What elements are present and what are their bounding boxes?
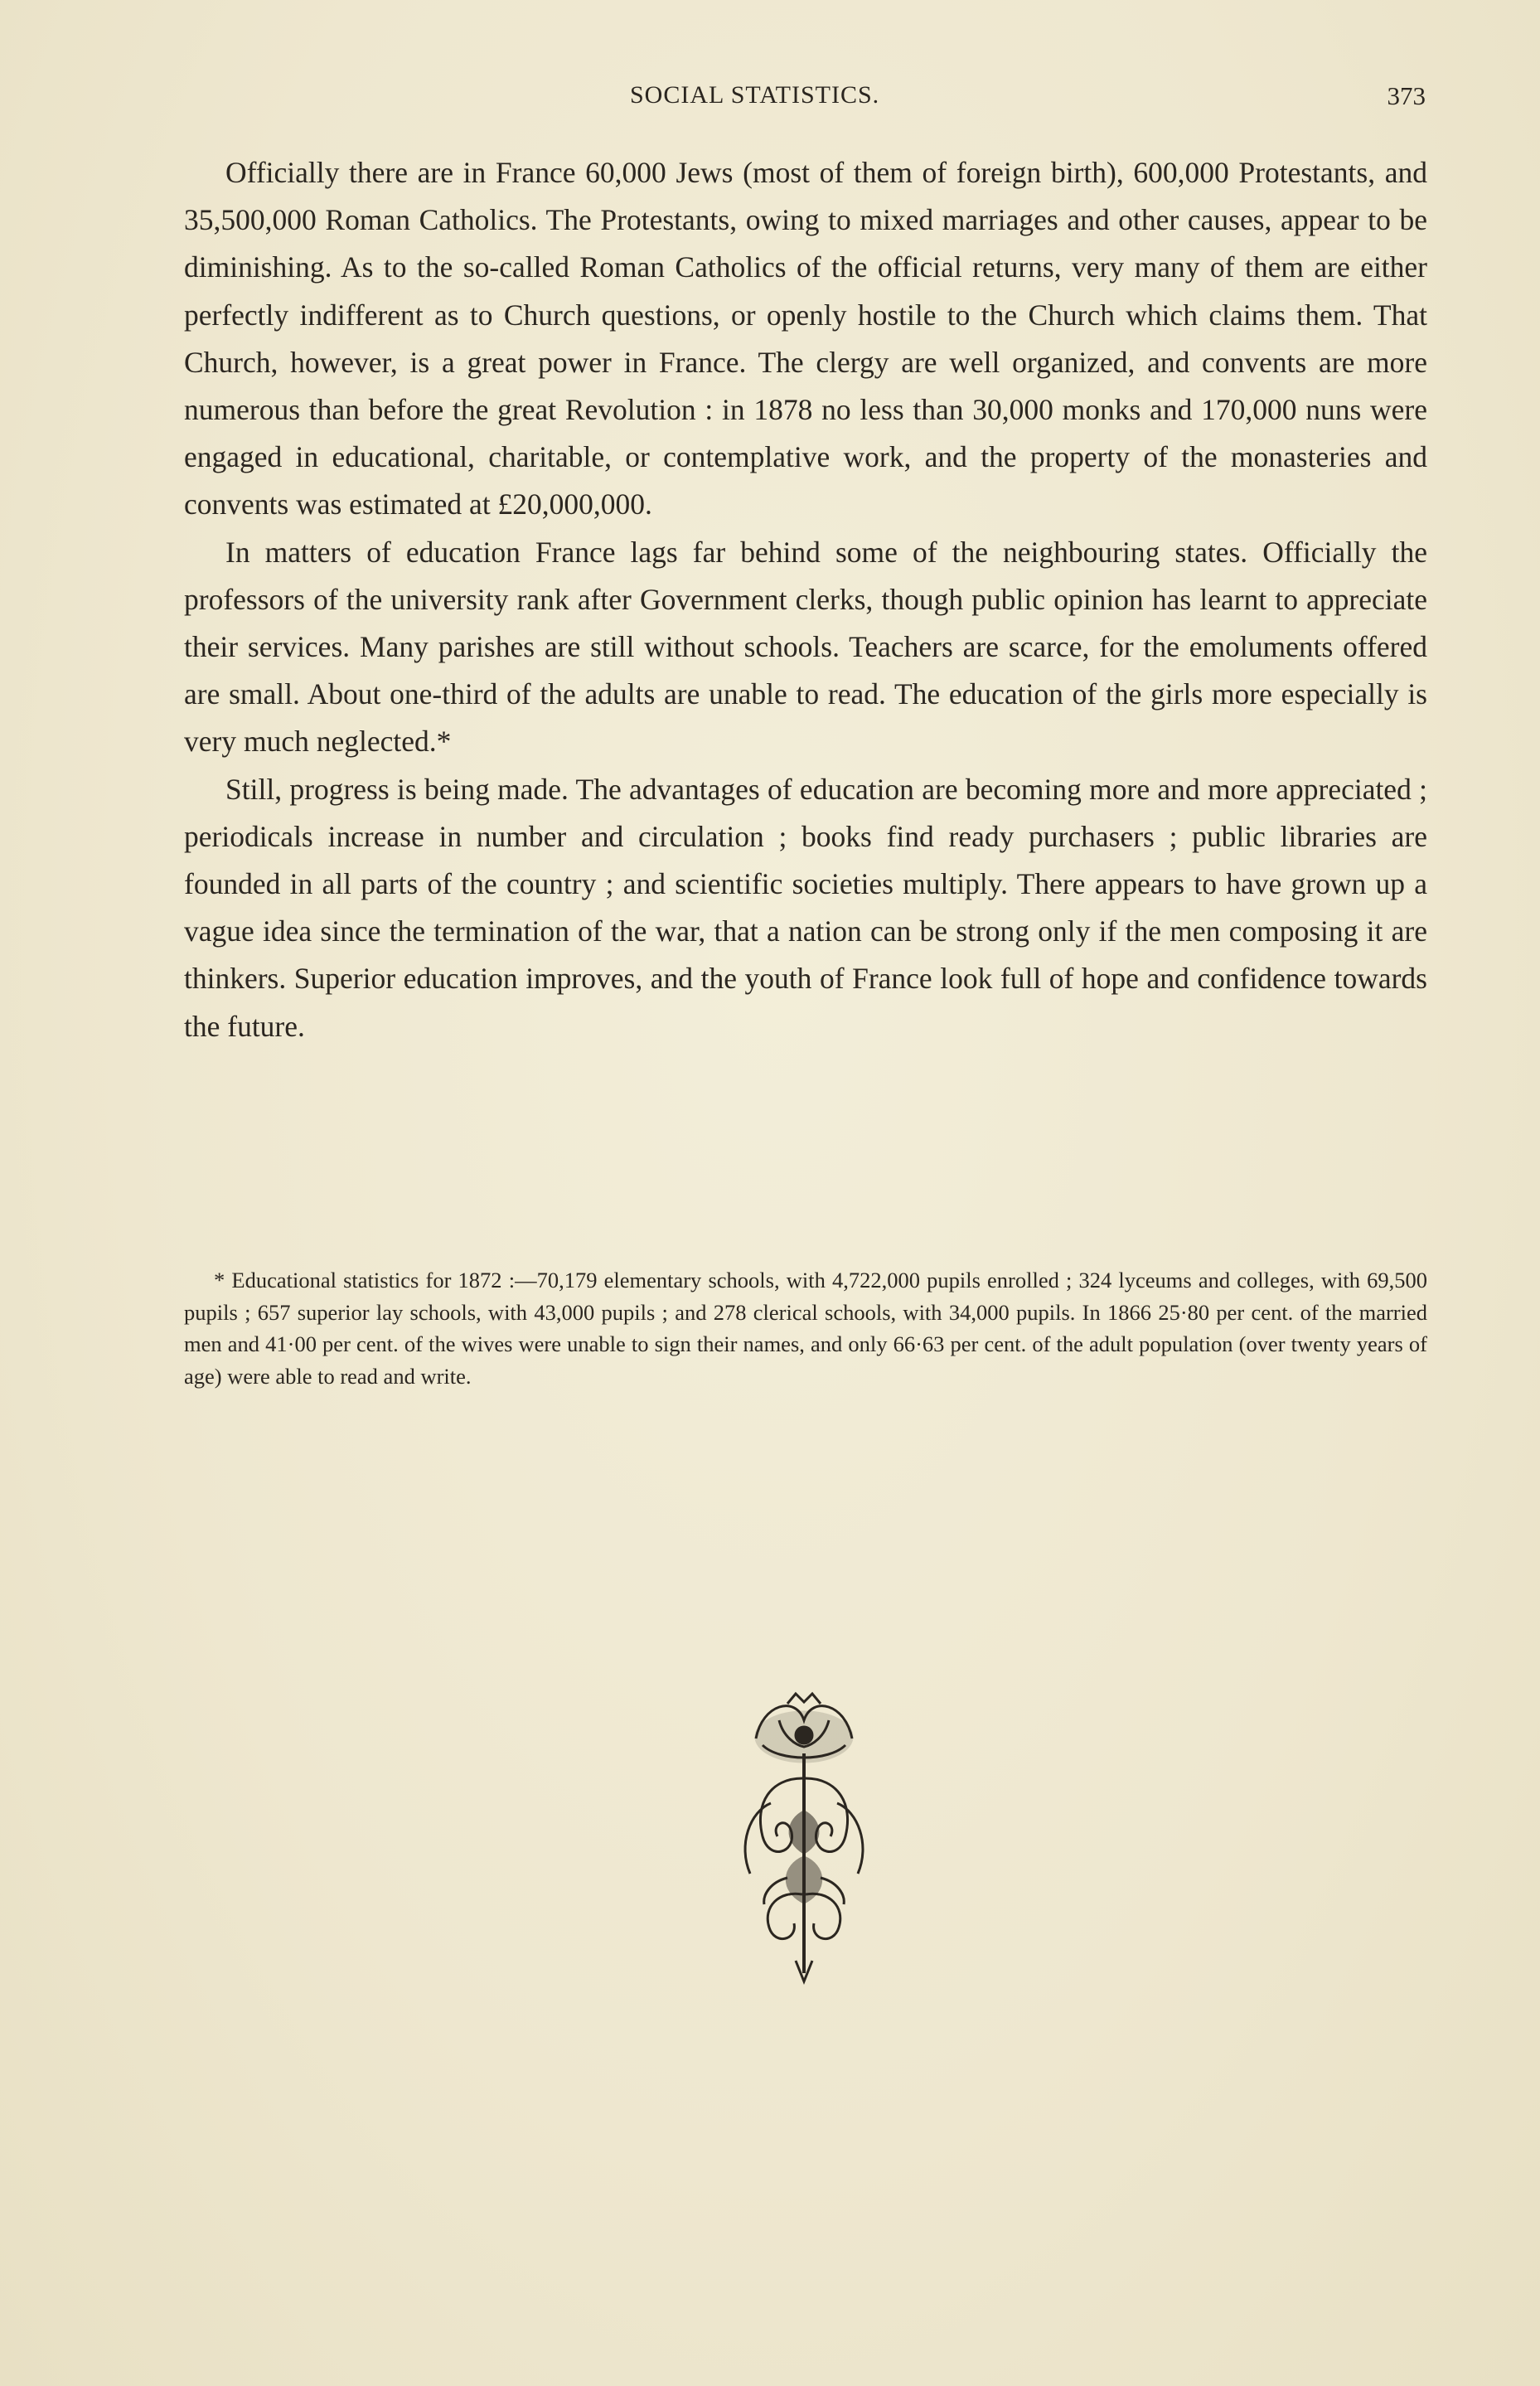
- page-header: [199, 81, 1426, 123]
- footnote-text: * Educational statistics for 1872 :—70,179 elementary schools, with 4,722,000 pupils enrolled ; 324 lyceums and colleges, with 69,500 pupils ; 657 superior lay schools, with 43,000 pupils ; and 278 clerical schools, with 34,000 pupils. In 1866 25·80 per cent. of the married men and 41·00 per cent. of the wives were unable to sign their names, and only 66·63 per cent. of the adult population (over twenty years of age) were able to read and write.: [184, 1268, 1427, 1389]
- body-text: [184, 149, 1427, 1050]
- footnote: [184, 1264, 1427, 1392]
- floral-tailpiece-icon: [705, 1687, 903, 1986]
- running-title: SOCIAL STATISTICS.: [630, 81, 880, 109]
- paragraph-religion: Officially there are in France 60,000 Jews (most of them of foreign birth), 600,000 Protestants, and 35,500,000 Roman Catholics. The Protestants, owing to mixed marriages and other causes, appear to be diminishing. As to the so-called Roman Catholics of the official returns, very many of them are either perfectly indifferent as to Church questions, or openly hostile to the Church which claims them. That Church, however, is a great power in France. The clergy are well organized, and convents are more numerous than before the great Revolution : in 1878 no less than 30,000 monks and 170,000 nuns were engaged in educational, charitable, or contemplative work, and the property of the monasteries and convents was estimated at £20,000,000.: [184, 156, 1427, 521]
- page-number: 373: [1387, 81, 1426, 110]
- paragraph-education: In matters of education France lags far behind some of the neighbouring states. Officially the professors of the university rank after Government clerks, though public opinion has learnt to appreciate their services. Many parishes are still without schools. Teachers are scarce, for the emoluments offered are small. About one-third of the adults are unable to read. The education of the girls more especially is very much neglected.*: [184, 535, 1427, 759]
- paragraph-progress: Still, progress is being made. The advantages of education are becoming more and more appreciated ; periodicals increase in number and circulation ; books find ready purchasers ; public libraries are founded in all parts of the country ; and scientific societies multiply. There appears to have grown up a vague idea since the termination of the war, that a nation can be strong only if the men composing it are thinkers. Superior education improves, and the youth of France look full of hope and confidence towards the future.: [184, 772, 1427, 1043]
